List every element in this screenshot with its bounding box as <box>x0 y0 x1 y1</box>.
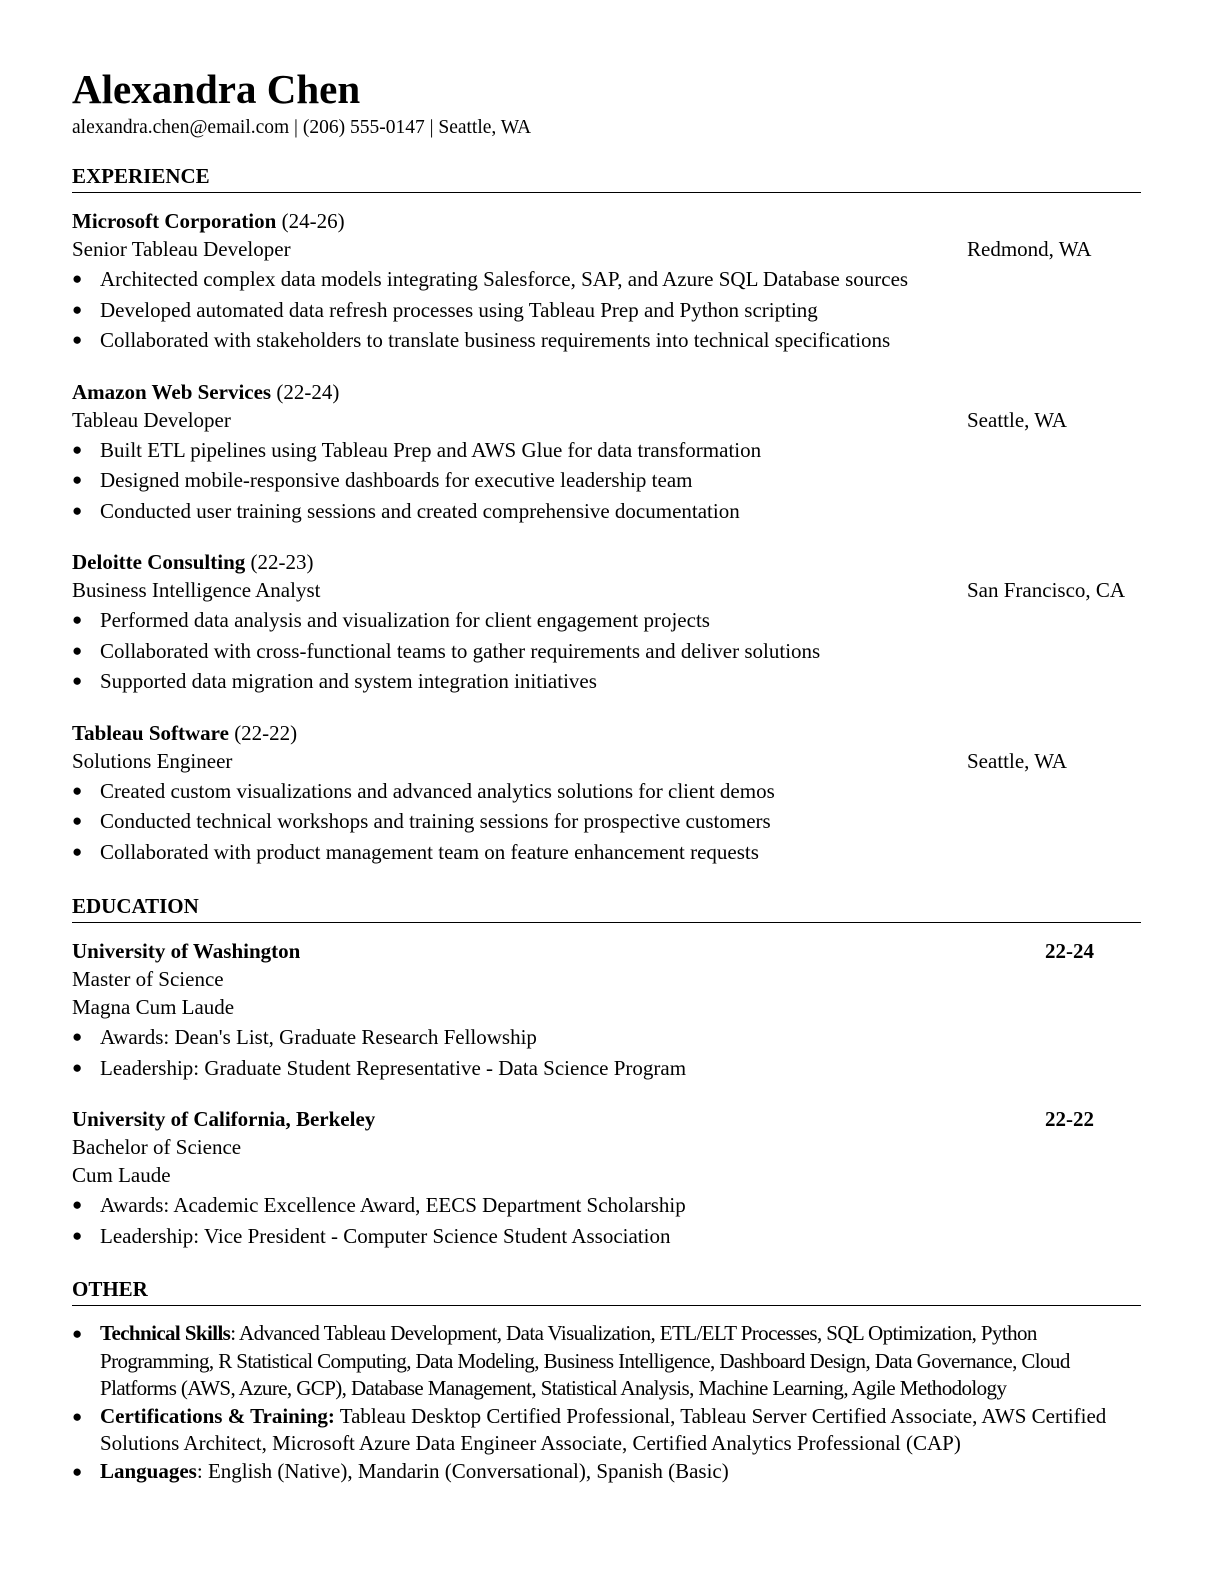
list-item: ● Created custom visualizations and advanced analytics solutions for client demos <box>72 776 1141 807</box>
bullet-icon: ● <box>72 1057 83 1077</box>
job-company: Tableau Software <box>72 720 229 745</box>
bullet-icon: ● <box>72 1225 83 1245</box>
degree: Bachelor of Science <box>72 1135 242 1159</box>
list-item: ● Supported data migration and system integration initiatives <box>72 666 1141 697</box>
degree: Master of Science <box>72 967 224 991</box>
list-item: ● Leadership: Vice President - Computer Science Student Association <box>72 1221 1141 1252</box>
job-title: Business Intelligence Analyst <box>72 578 321 602</box>
list-item: ● Built ETL pipelines using Tableau Prep and AWS Glue for data transformation <box>72 435 1141 466</box>
school-bullets <box>72 1190 1141 1251</box>
list-item: ● Collaborated with cross-functional teams to gather requirements and deliver solutions <box>72 636 1141 667</box>
bullet-icon: ● <box>72 610 83 629</box>
job-company: Deloitte Consulting <box>72 550 246 574</box>
list-item: ● Designed mobile-responsive dashboards for executive leadership team <box>72 465 1141 496</box>
job-dates: (22-24) <box>271 379 340 404</box>
list-item: ● Awards: Academic Excellence Award, EECS Department Scholarship <box>72 1190 1141 1221</box>
candidate-name: Alexandra Chen <box>72 66 361 112</box>
bullet-icon: ● <box>72 1027 83 1046</box>
bullet-icon: ● <box>72 500 83 520</box>
item-label: Technical Skills <box>100 1321 231 1345</box>
school-name: University of California, Berkeley <box>72 1107 376 1131</box>
job-dates: (22-22) <box>228 720 298 745</box>
job-title: Senior Tableau Developer <box>72 237 291 261</box>
school-bullets <box>72 1022 1141 1083</box>
job-bullets <box>72 435 1141 527</box>
job-bullets <box>72 776 1141 868</box>
bullet-icon: ● <box>72 470 83 489</box>
list-item: ● Conducted user training sessions and created comprehensive documentation <box>72 496 1141 527</box>
school-name: University of Washington <box>72 939 301 963</box>
other-heading: OTHER <box>72 1276 1141 1306</box>
bullet-icon: ● <box>72 439 83 459</box>
bullet-icon: ● <box>72 811 83 830</box>
honors: Magna Cum Laude <box>72 995 235 1019</box>
job-company: Amazon Web Services <box>72 379 272 404</box>
list-item: ● Collaborated with stakeholders to translate business requirements into technical specifications <box>72 325 1141 356</box>
list-item: ● Architected complex data models integrating Salesforce, SAP, and Azure SQL Database sources <box>72 264 1141 295</box>
bullet-icon: ● <box>72 269 83 288</box>
school-dates: 22-24 <box>1045 939 1094 963</box>
bullet-icon: ● <box>72 780 83 800</box>
job-bullets <box>72 605 1141 697</box>
resume-page <box>72 64 1141 1485</box>
education-heading: EDUCATION <box>72 893 1141 923</box>
bullet-icon: ● <box>72 1324 83 1343</box>
list-item-languages: ● Languages: English (Native), Mandarin (Conversational), Spanish (Basic) <box>72 1458 1141 1486</box>
contact-line: alexandra.chen@email.com | (206) 555-0147 | Seattle, WA <box>72 117 532 138</box>
job-title: Tableau Developer <box>72 407 231 432</box>
list-item: ● Collaborated with product management team on feature enhancement requests <box>72 837 1141 868</box>
bullet-icon: ● <box>72 1195 83 1214</box>
bullet-icon: ● <box>72 299 83 319</box>
job-location: Seattle, WA <box>967 748 1067 773</box>
item-label: Certifications & Training: <box>100 1403 335 1428</box>
list-item: ● Awards: Dean's List, Graduate Research Fellowship <box>72 1022 1141 1053</box>
item-text: Advanced Tableau Development, Data Visualization, ETL/ELT Processes, SQL Optimization, Python Programming, R Statistical Computing, Data Modeling, Business Intelligence, Dashboard Design, Data Governance, Cloud Platforms (AWS, Azure, GCP), Database Management, Statistical Analysis, Machine Learning, Agile Methodology <box>100 1321 1070 1400</box>
job-entry-amazon <box>72 378 1141 527</box>
school-dates: 22-22 <box>1045 1107 1094 1131</box>
job-title: Solutions Engineer <box>72 748 233 773</box>
other-list <box>72 1320 1141 1485</box>
list-item-technical-skills: ● Technical Skills: Advanced Tableau Development, Data Visualization, ETL/ELT Processes, SQL Optimization, Python Programming, R Statistical Computing, Data Modeling, Business Intelligence, Dashboard Design, Data Governance, Cloud Platforms (AWS, Azure, GCP), Database Management, Statistical Analysis, Machine Learning, Agile Methodology <box>72 1320 1141 1403</box>
list-item: ● Performed data analysis and visualization for client engagement projects <box>72 605 1141 636</box>
bullet-icon: ● <box>72 640 83 660</box>
list-item-certifications <box>72 1403 1141 1458</box>
job-location: Redmond, WA <box>967 237 1092 261</box>
bullet-icon: ● <box>72 1406 83 1426</box>
job-entry-deloitte <box>72 548 1141 697</box>
list-item: ● Developed automated data refresh processes using Tableau Prep and Python scripting <box>72 295 1141 326</box>
job-location: San Francisco, CA <box>967 578 1126 602</box>
job-entry-microsoft <box>72 207 1141 356</box>
honors: Cum Laude <box>72 1163 171 1187</box>
school-entry-berkeley <box>72 1105 1141 1251</box>
list-item: ● Leadership: Graduate Student Representative - Data Science Program <box>72 1053 1141 1084</box>
school-entry-uw <box>72 937 1141 1083</box>
bullet-icon: ● <box>72 1461 83 1481</box>
experience-heading: EXPERIENCE <box>72 163 1141 193</box>
bullet-icon: ● <box>72 330 83 349</box>
job-entry-tableau <box>72 719 1141 868</box>
item-text: Tableau Desktop Certified Professional, Tableau Server Certified Associate, AWS Certified Solutions Architect, Microsoft Azure Data Engineer Associate, Certified Analytics Professional (CAP) <box>100 1403 1107 1455</box>
job-dates: (24-26) <box>276 209 345 233</box>
job-location: Seattle, WA <box>967 407 1067 432</box>
job-company: Microsoft Corporation <box>72 209 277 233</box>
item-label: Languages <box>100 1458 197 1483</box>
list-item: ● Conducted technical workshops and training sessions for prospective customers <box>72 806 1141 837</box>
job-dates: (22-23) <box>245 550 314 574</box>
item-text: English (Native), Mandarin (Conversational), Spanish (Basic) <box>202 1458 729 1483</box>
bullet-icon: ● <box>72 841 83 861</box>
job-bullets <box>72 264 1141 356</box>
bullet-icon: ● <box>72 671 83 690</box>
